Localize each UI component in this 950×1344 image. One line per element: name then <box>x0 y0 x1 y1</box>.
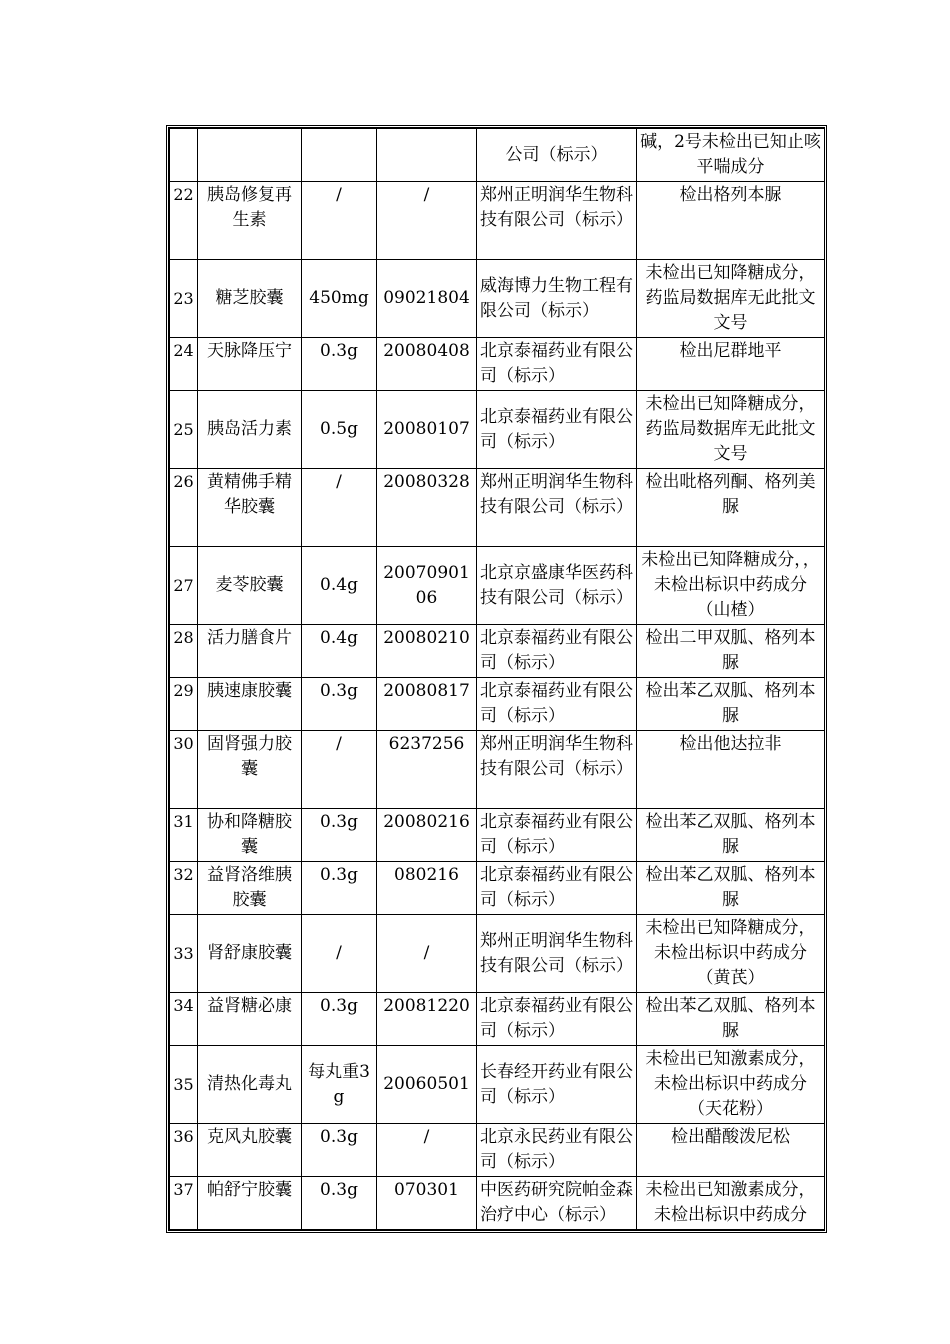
batch-number: 080216 <box>377 862 477 915</box>
batch-number: 20081220 <box>377 993 477 1046</box>
row-number: 27 <box>170 547 198 625</box>
spec: / <box>302 731 377 809</box>
batch-number: 20060501 <box>377 1046 477 1124</box>
test-result: 检出苯乙双胍、格列本脲 <box>637 993 825 1046</box>
company: 北京泰福药业有限公司（标示） <box>477 625 637 678</box>
test-result <box>637 1177 825 1230</box>
test-result: 检出他达拉非 <box>637 731 825 809</box>
table-row <box>170 469 825 547</box>
batch-number <box>377 129 477 182</box>
table-row <box>170 338 825 391</box>
product-name: 胰岛活力素 <box>198 391 302 469</box>
spec: 0.4g <box>302 547 377 625</box>
row-number: 37 <box>170 1177 198 1230</box>
row-number <box>170 129 198 182</box>
product-name: 肾舒康胶囊 <box>198 915 302 993</box>
test-result: 检出醋酸泼尼松 <box>637 1124 825 1177</box>
company-text: 中医药研究院帕金森治疗中心（标示） <box>480 1180 633 1225</box>
product-name: 糖芝胶囊 <box>198 260 302 338</box>
table-row <box>170 809 825 862</box>
test-result: 未检出已知激素成分，未检出标识中药成分（天花粉） <box>637 1046 825 1124</box>
batch-number: 070301 <box>377 1177 477 1230</box>
company: 北京泰福药业有限公司（标示） <box>477 391 637 469</box>
spec: 每丸重3g <box>302 1046 377 1124</box>
batch-number: 20080408 <box>377 338 477 391</box>
row-number: 29 <box>170 678 198 731</box>
product-name: 天脉降压宁 <box>198 338 302 391</box>
batch-number: 20080210 <box>377 625 477 678</box>
spec: / <box>302 182 377 260</box>
company: 北京泰福药业有限公司（标示） <box>477 338 637 391</box>
spec: 450mg <box>302 260 377 338</box>
batch-number: 6237256 <box>377 731 477 809</box>
test-result-text: 未检出已知激素成分，未检出标识中药成分 <box>645 1180 816 1225</box>
batch-number: / <box>377 182 477 260</box>
test-result: 未检出已知降糖成分，未检出标识中药成分（黄芪） <box>637 915 825 993</box>
table-row <box>170 547 825 625</box>
spec: 0.3g <box>302 338 377 391</box>
company: 北京泰福药业有限公司（标示） <box>477 862 637 915</box>
product-name: 胰速康胶囊 <box>198 678 302 731</box>
company: 北京京盛康华医药科技有限公司（标示） <box>477 547 637 625</box>
spec: 0.4g <box>302 625 377 678</box>
test-result: 检出吡格列酮、格列美脲 <box>637 469 825 547</box>
batch-number: / <box>377 1124 477 1177</box>
spec: 0.5g <box>302 391 377 469</box>
table-row <box>170 260 825 338</box>
test-result: 检出苯乙双胍、格列本脲 <box>637 809 825 862</box>
company: 郑州正明润华生物科技有限公司（标示） <box>477 469 637 547</box>
table-row <box>170 391 825 469</box>
product-name: 清热化毒丸 <box>198 1046 302 1124</box>
table-row <box>170 731 825 809</box>
company: 郑州正明润华生物科技有限公司（标示） <box>477 915 637 993</box>
row-number: 30 <box>170 731 198 809</box>
row-number: 31 <box>170 809 198 862</box>
test-result: 检出尼群地平 <box>637 338 825 391</box>
row-number: 26 <box>170 469 198 547</box>
product-name: 活力膳食片 <box>198 625 302 678</box>
row-number: 35 <box>170 1046 198 1124</box>
test-result: 碱，2号未检出已知止咳平喘成分 <box>637 129 825 182</box>
batch-number: 20080817 <box>377 678 477 731</box>
test-result: 检出格列本脲 <box>637 182 825 260</box>
product-name: 固肾强力胶囊 <box>198 731 302 809</box>
row-number: 25 <box>170 391 198 469</box>
batch-number: 09021804 <box>377 260 477 338</box>
table-row <box>170 129 825 182</box>
row-number: 36 <box>170 1124 198 1177</box>
product-name: 益肾洛维胰胶囊 <box>198 862 302 915</box>
batch-number: / <box>377 915 477 993</box>
company: 北京永民药业有限公司（标示） <box>477 1124 637 1177</box>
company: 威海博力生物工程有限公司（标示） <box>477 260 637 338</box>
company: 郑州正明润华生物科技有限公司（标示） <box>477 731 637 809</box>
company: 北京泰福药业有限公司（标示） <box>477 809 637 862</box>
company: 北京泰福药业有限公司（标示） <box>477 993 637 1046</box>
product-name: 帕舒宁胶囊 <box>198 1177 302 1230</box>
table-row <box>170 915 825 993</box>
table-row <box>170 862 825 915</box>
test-result: 检出苯乙双胍、格列本脲 <box>637 678 825 731</box>
test-result: 未检出已知降糖成分，，未检出标识中药成分（山楂） <box>637 547 825 625</box>
results-table-frame <box>166 125 827 1233</box>
product-name: 克风丸胶囊 <box>198 1124 302 1177</box>
spec <box>302 129 377 182</box>
test-result: 未检出已知降糖成分，药监局数据库无此批文文号 <box>637 391 825 469</box>
batch-number: 2007090106 <box>377 547 477 625</box>
row-number: 24 <box>170 338 198 391</box>
test-result: 检出苯乙双胍、格列本脲 <box>637 862 825 915</box>
spec: / <box>302 469 377 547</box>
table-row <box>170 182 825 260</box>
spec: 0.3g <box>302 993 377 1046</box>
company: 公司（标示） <box>477 129 637 182</box>
table-row <box>170 993 825 1046</box>
company <box>477 1177 637 1230</box>
company: 郑州正明润华生物科技有限公司（标示） <box>477 182 637 260</box>
spec: 0.3g <box>302 862 377 915</box>
table-body <box>170 129 825 1230</box>
table-row <box>170 625 825 678</box>
results-table <box>169 128 825 1230</box>
table-row <box>170 678 825 731</box>
spec: 0.3g <box>302 809 377 862</box>
spec: 0.3g <box>302 1124 377 1177</box>
product-name <box>198 129 302 182</box>
row-number: 34 <box>170 993 198 1046</box>
table-row <box>170 1177 825 1230</box>
product-name: 协和降糖胶囊 <box>198 809 302 862</box>
table-row <box>170 1046 825 1124</box>
batch-number: 20080107 <box>377 391 477 469</box>
spec: / <box>302 915 377 993</box>
company: 北京泰福药业有限公司（标示） <box>477 678 637 731</box>
row-number: 33 <box>170 915 198 993</box>
test-result: 检出二甲双胍、格列本脲 <box>637 625 825 678</box>
product-name: 胰岛修复再生素 <box>198 182 302 260</box>
product-name: 黄精佛手精华胶囊 <box>198 469 302 547</box>
batch-number: 20080328 <box>377 469 477 547</box>
table-row <box>170 1124 825 1177</box>
row-number: 23 <box>170 260 198 338</box>
product-name: 益肾糖必康 <box>198 993 302 1046</box>
row-number: 32 <box>170 862 198 915</box>
spec: 0.3g <box>302 678 377 731</box>
batch-number: 20080216 <box>377 809 477 862</box>
test-result: 未检出已知降糖成分，药监局数据库无此批文文号 <box>637 260 825 338</box>
company: 长春经开药业有限公司（标示） <box>477 1046 637 1124</box>
row-number: 28 <box>170 625 198 678</box>
row-number: 22 <box>170 182 198 260</box>
product-name: 麦苓胶囊 <box>198 547 302 625</box>
spec: 0.3g <box>302 1177 377 1230</box>
